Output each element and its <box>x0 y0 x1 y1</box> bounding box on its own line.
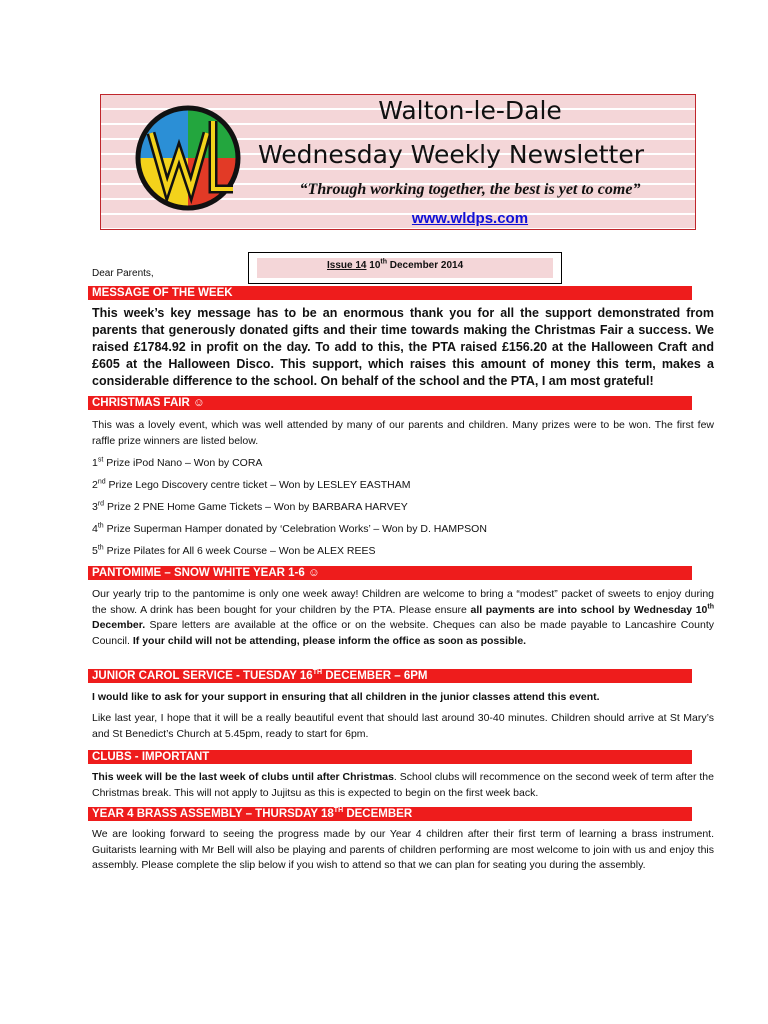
pantomime-date-suffix: th <box>707 603 714 610</box>
school-motto: “Through working together, the best is yet to come” <box>299 181 641 198</box>
prize-suffix: rd <box>97 500 105 508</box>
section-heading-clubs: CLUBS - IMPORTANT <box>88 750 692 764</box>
section-heading-brass-assembly <box>88 807 692 821</box>
section-heading-junior-carol-service <box>88 669 692 683</box>
issue-date-suffix: th <box>380 258 387 266</box>
prize-text: Prize 2 PNE Home Game Tickets – Won by BARBARA HARVEY <box>104 501 408 513</box>
section-heading-christmas-fair: CHRISTMAS FAIR ☺ <box>88 396 692 410</box>
prize-item <box>92 500 692 514</box>
prize-text: Prize iPod Nano – Won by CORA <box>103 457 263 469</box>
issue-date-day: 10 <box>369 260 381 271</box>
prize-number: 3 <box>92 501 98 513</box>
pantomime-text-2: Spare letters are available at the office or on the website. Cheques can also be made payable to Lancashire County Council. <box>92 619 714 647</box>
school-logo <box>133 103 243 213</box>
brass-heading-text: YEAR 4 BRASS ASSEMBLY – THURSDAY 18 <box>92 808 334 820</box>
clubs-text: . School clubs will recommence on the second week of term after the Christmas break. This will not apply to Jujitsu as this is expected to begin on the first week back. <box>92 771 714 799</box>
greeting: Dear Parents, <box>92 268 154 279</box>
issue-number: Issue 14 <box>327 260 367 271</box>
pantomime-text: Our yearly trip to the pantomime is only one week away! Children are welcome to bring a “modest” packet of sweets to enjoy during the show. A drink has been bought for your children by the PTA. Please ensure <box>92 588 714 616</box>
carol-support-line: I would like to ask for your support in ensuring that all children in the junior classes attend this event. <box>92 691 600 703</box>
website-link[interactable]: www.wldps.com <box>411 210 529 227</box>
school-name: Walton-le-Dale <box>378 96 562 125</box>
prize-number: 2 <box>92 479 98 491</box>
issue-date-rest: December 2014 <box>387 260 464 271</box>
prize-text: Prize Lego Discovery centre ticket – Won by LESLEY EASTHAM <box>105 479 411 491</box>
message-of-week-body: This week’s key message has to be an enormous thank you for all the support demonstrated from parents that generously donated gifts and their time towards making the Christmas Fair a success. We raised £1784.92 in profit on the day. To add to this, the PTA raised £156.20 at the Halloween Craft and £605 at the Halloween Disco. This support, which raises this amount of money this term, makes a considerable difference to the school. On behalf of the school and the PTA, I am most grateful! <box>92 306 714 388</box>
pantomime-body <box>92 587 714 649</box>
prize-suffix: th <box>97 522 104 530</box>
brass-body: We are looking forward to seeing the progress made by our Year 4 children after their first term of learning a brass instrument. Guitarists learning with Mr Bell will also be playing and parents of children performing are most welcome to join with us and enjoy this assembly. Please complete the slip below if you wish to attend so that we can plan for seating you during the assembly. <box>92 828 714 871</box>
section-heading-message-of-week: MESSAGE OF THE WEEK <box>88 286 692 300</box>
prize-number: 1 <box>92 457 98 469</box>
prize-number: 5 <box>92 545 98 557</box>
prize-suffix: th <box>97 544 104 552</box>
prize-suffix: nd <box>97 478 106 486</box>
carol-heading-suffix: TH <box>312 669 323 677</box>
carol-heading-rest: DECEMBER – 6PM <box>322 670 428 682</box>
prize-item <box>92 522 692 536</box>
prize-number: 4 <box>92 523 98 535</box>
clubs-body <box>92 770 714 801</box>
prize-item <box>92 456 692 470</box>
section-heading-pantomime: PANTOMIME – SNOW WHITE YEAR 1-6 ☺ <box>88 566 692 580</box>
pantomime-payment-note: all payments are into school by Wednesday 10 <box>470 603 708 616</box>
pantomime-attendance-note: If your child will not be attending, please inform the office as soon as possible. <box>132 634 527 647</box>
prize-text: Prize Superman Hamper donated by ‘Celebration Works’ – Won by D. HAMPSON <box>103 523 487 535</box>
prize-suffix: st <box>97 456 104 464</box>
prize-text: Prize Pilates for All 6 week Course – Won be ALEX REES <box>103 545 376 557</box>
prize-item <box>92 478 692 492</box>
newsletter-title: Wednesday Weekly Newsletter <box>258 140 645 169</box>
prize-item <box>92 544 692 558</box>
brass-heading-rest: DECEMBER <box>343 808 413 820</box>
carol-body: Like last year, I hope that it will be a really beautiful event that should last around 30-40 minutes. Children should arrive at St Mary’s and St Benedict’s Church at 5.45pm, ready to start for 6pm. <box>92 712 714 740</box>
clubs-bold-note: This week will be the last week of clubs until after Christmas <box>92 771 394 783</box>
brass-heading-suffix: TH <box>333 807 344 815</box>
carol-heading-text: JUNIOR CAROL SERVICE - TUESDAY 16 <box>92 670 313 682</box>
christmas-fair-intro: This was a lovely event, which was well attended by many of our parents and children. Many prizes were to be won. The first few raffle prize winners are listed below. <box>92 419 714 447</box>
pantomime-payment-note-end: December. <box>92 619 146 631</box>
